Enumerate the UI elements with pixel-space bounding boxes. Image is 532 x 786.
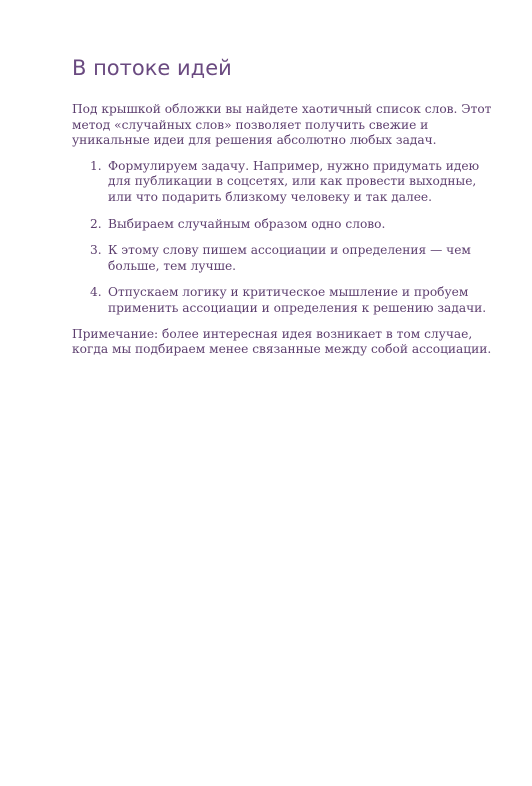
list-item xyxy=(72,217,492,233)
document-page xyxy=(72,54,492,358)
step-text: К этому слову пишем ассоциации и определения — чем больше, тем лучше. xyxy=(108,243,471,273)
step-number: 4. xyxy=(90,285,102,300)
step-text: Выбираем случайным образом одно слово. xyxy=(108,216,386,231)
step-text: Отпускаем логику и критическое мышление и пробуем применить ассоциации и определения к решению задачи. xyxy=(108,285,487,315)
list-item xyxy=(72,243,492,274)
step-number: 2. xyxy=(90,216,102,231)
step-number: 3. xyxy=(90,243,102,258)
note-paragraph: Примечание: более интересная идея возникает в том случае, когда мы подбираем менее связанные между собой ассоциации. xyxy=(72,326,492,357)
intro-paragraph: Под крышкой обложки вы найдете хаотичный список слов. Этот метод «случайных слов» позволяет получить свежие и уникальные идеи для решения абсолютно любых задач. xyxy=(72,102,492,148)
list-item xyxy=(72,285,492,316)
step-number: 1. xyxy=(90,158,102,173)
steps-list xyxy=(72,159,492,317)
page-title: В потоке идей xyxy=(72,56,232,80)
list-item xyxy=(72,159,492,206)
step-text: Формулируем задачу. Например, нужно придумать идею для публикации в соцсетях, или как провести выходные, или что подарить близкому человеку и так далее. xyxy=(108,158,480,204)
